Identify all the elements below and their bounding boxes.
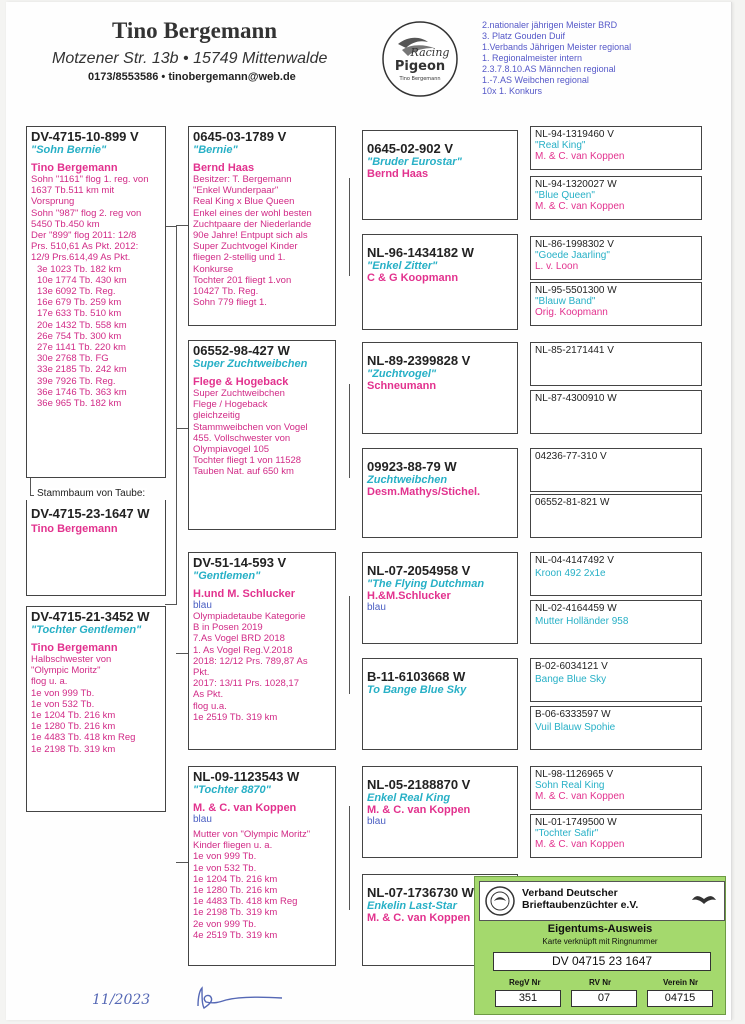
g5-owner: M. & C. van Koppen (535, 151, 625, 162)
card-regv-label: RegV Nr (509, 978, 541, 987)
g5-ring: B-06-6333597 W (535, 709, 611, 720)
g5-ring: NL-98-1126965 V (535, 769, 614, 780)
g5-ring: NL-86-1998302 V (535, 239, 614, 250)
card-title: Eigentums-Ausweis (547, 923, 653, 935)
connector-line (165, 226, 177, 227)
great-grandparent-ring: B-11-6103668 W (367, 669, 466, 684)
g5-owner: M. & C. van Koppen (535, 201, 625, 212)
grandparent-ring: DV-51-14-593 V (193, 555, 287, 570)
grandparent-color: blau (193, 600, 212, 611)
grandparent-nickname: Super Zuchtweibchen (193, 358, 308, 370)
g5-nickname: Kroon 492 2x1e (535, 568, 606, 579)
grandparent-details: Besitzer: T. Bergemann "Enkel Wunderpaar" Real King x Blue Queen Enkel eines der wohl besten Zuchtpaare der Niederlande 90e Jahre! Entpupt sich als Super Zuchtvogel Kinder fliegen 2-stellig und 1. Konkurse Tochter 201 fliegt 1.von 10427 Tb. Reg. Sohn 779 fliegt 1. (193, 174, 312, 309)
g5-owner: M. & C. van Koppen (535, 839, 625, 850)
great-grandparent-ring: NL-96-1434182 W (367, 245, 474, 260)
pedigree-label: Stammbaum von Taube: (37, 488, 146, 499)
great-grandparent-color: blau (367, 816, 386, 827)
g5-box (530, 658, 702, 702)
great-grandparent-nickname: Enkel Real King (367, 792, 451, 804)
great-grandparent-nickname: Enkelin Last-Star (367, 900, 457, 912)
handwritten-date: 11/2023 (92, 992, 151, 1008)
great-grandparent-ring: NL-07-2054958 V (367, 563, 471, 578)
great-grandparent-box (362, 552, 518, 644)
g5-owner: L. v. Loon (535, 261, 579, 272)
logo-text-owner: Tino Bergemann (399, 76, 441, 82)
connector-line (349, 596, 350, 694)
g5-box (530, 448, 702, 492)
achievement-item: 1.-7.AS Weibchen regional (482, 75, 589, 85)
g5-box (530, 126, 702, 170)
g5-box (530, 494, 702, 538)
main-pigeon-ring: DV-4715-23-1647 W (31, 506, 150, 521)
connector-line (30, 478, 31, 496)
g5-box (530, 176, 702, 220)
eagle-icon (690, 890, 718, 910)
grandparent-color: blau (193, 814, 212, 825)
g5-ring: 04236-77-310 V (535, 451, 607, 462)
card-rv-label: RV Nr (589, 978, 612, 987)
great-grandparent-owner: Bernd Haas (367, 168, 429, 180)
great-grandparent-ring: 0645-02-902 V (367, 141, 454, 156)
g5-nickname: "Blue Queen" (535, 190, 595, 201)
great-grandparent-owner: H.&M.Schlucker (367, 590, 451, 602)
g5-nickname: "Blauw Band" (535, 296, 596, 307)
achievements-list (482, 20, 631, 97)
logo-text-pigeon: Pigeon (394, 59, 446, 74)
main-pigeon-box (26, 500, 166, 596)
mother-details: Halbschwester von "Olympic Moritz" flog u. a. 1e von 999 Tb. 1e von 532 Tb. 1e 1204 Tb. 216 km 1e 1280 Tb. 216 km 1e 4483 Tb. 418 km Reg 1e 2198 Tb. 319 km (31, 654, 136, 755)
grandparent-nickname: "Tochter 8870" (193, 784, 271, 796)
g5-owner: Orig. Koopmann (535, 307, 608, 318)
g5-nickname: Vuil Blauw Spohie (535, 722, 616, 733)
great-grandparent-nickname: "Bruder Eurostar" (367, 156, 462, 168)
great-grandparent-owner: Desm.Mathys/Stichel. (367, 486, 481, 498)
achievement-item: 2.nationaler jährigen Meister BRD (482, 20, 618, 30)
great-grandparent-box (362, 342, 518, 434)
g5-box (530, 552, 702, 596)
card-header (479, 881, 725, 921)
g5-ring: NL-87-4300910 W (535, 393, 617, 404)
grandparent-nickname: "Gentlemen" (193, 570, 261, 582)
father-owner: Tino Bergemann (31, 162, 118, 174)
grandparent-nickname: "Bernie" (193, 144, 238, 156)
grandparent-owner: Bernd Haas (193, 162, 255, 174)
great-grandparent-owner: M. & C. van Koppen (367, 804, 471, 816)
great-grandparent-box (362, 658, 518, 750)
g5-ring: NL-85-2171441 V (535, 345, 614, 356)
g5-nickname: "Tochter Safir" (535, 828, 599, 839)
connector-line (176, 225, 188, 226)
logo-text-racing: Racing (410, 46, 450, 59)
connector-line (176, 653, 188, 654)
g5-box (530, 766, 702, 810)
grandparent-box (188, 126, 336, 326)
grandparent-ring: 0645-03-1789 V (193, 129, 287, 144)
g5-box (530, 236, 702, 280)
card-regv-value: 351 (495, 990, 561, 1007)
g5-ring: 06552-81-821 W (535, 497, 610, 508)
g5-ring: NL-04-4147492 V (535, 555, 614, 566)
grandparent-ring: 06552-98-427 W (193, 343, 290, 358)
ownership-card (474, 876, 726, 1015)
great-grandparent-ring: NL-07-1736730 W (367, 885, 474, 900)
great-grandparent-box (362, 448, 518, 538)
mother-owner: Tino Bergemann (31, 642, 118, 654)
grandparent-box (188, 552, 336, 750)
mother-nickname: "Tochter Gentlemen" (31, 624, 142, 636)
breeder-address: Motzener Str. 13b • 15749 Mittenwalde (52, 50, 328, 67)
g5-box (530, 814, 702, 858)
great-grandparent-ring: NL-05-2188870 V (367, 777, 471, 792)
great-grandparent-box (362, 234, 518, 330)
grandparent-owner: Flege & Hogeback (193, 376, 289, 388)
g5-ring: NL-94-1319460 V (535, 129, 614, 140)
father-nickname: "Sohn Bernie" (31, 144, 107, 156)
achievement-item: 1.Verbands Jährigen Meister regional (482, 42, 632, 52)
main-pigeon-owner: Tino Bergemann (31, 523, 118, 535)
connector-line (349, 806, 350, 910)
great-grandparent-box (362, 766, 518, 858)
achievement-item: 2.3.7.8.10.AS Männchen regional (482, 64, 616, 74)
achievement-item: 10x 1. Konkurs (482, 86, 543, 96)
card-verein-value: 04715 (647, 990, 713, 1007)
great-grandparent-color: blau (367, 602, 386, 613)
g5-box (530, 282, 702, 326)
g5-nickname: "Goede Jaarling" (535, 250, 610, 261)
handwritten-signature (190, 984, 290, 1014)
great-grandparent-owner: M. & C. van Koppen (367, 912, 471, 924)
connector-line (30, 495, 34, 496)
g5-ring: NL-01-1749500 W (535, 817, 617, 828)
mother-ring: DV-4715-21-3452 W (31, 609, 150, 624)
breeder-contact: 0173/8553586 • tinobergemann@web.de (88, 71, 296, 83)
grandparent-owner: H.und M. Schlucker (193, 588, 296, 600)
father-details: Sohn "1161" flog 1. reg. von 1637 Tb.511 km mit Vorsprung Sohn "987" flog 2. reg von 5450 Tb.450 km Der "899" flog 2011: 12/8 Prs. 510,61 As Pkt. 2012: 12/9 Prs.614,49 As Pkt. 3e 1023 Tb. 182 km 10e 1774 Tb. 430 km 13e 6092 Tb. Reg. 16e 679 Tb. 259 km 17e 633 Tb. 510 km 20e 1432 Tb. 558 km 26e 754 Tb. 300 km 27e 1141 Tb. 220 km 30e 2768 Tb. FG 33e 2185 Tb. 242 km 39e 7926 Tb. Reg. 36e 1746 Tb. 363 km 36e 965 Tb. 182 km (31, 174, 149, 410)
card-subtitle: Karte verknüpft mit Ringnummer (542, 937, 658, 946)
g5-box (530, 390, 702, 434)
g5-owner: M. & C. van Koppen (535, 791, 625, 802)
grandparent-details: Super Zuchtweibchen Flege / Hogeback gleichzeitig Stammweibchen von Vogel 455. Vollschwester von Olympiavogel 105 Tochter fliegt 1 von 11528 Tauben Nat. auf 650 km (193, 388, 308, 478)
father-box (26, 126, 166, 478)
g5-nickname: "Real King" (535, 140, 586, 151)
grandparent-ring: NL-09-1123543 W (193, 769, 300, 784)
mother-box (26, 606, 166, 812)
racing-pigeon-logo (380, 20, 460, 98)
great-grandparent-owner: C & G Koopmann (367, 272, 459, 284)
g5-ring: NL-94-1320027 W (535, 179, 617, 190)
g5-box (530, 342, 702, 386)
g5-ring: NL-95-5501300 W (535, 285, 617, 296)
great-grandparent-owner: Schneumann (367, 380, 437, 392)
grandparent-box (188, 340, 336, 530)
g5-nickname: Bange Blue Sky (535, 674, 607, 685)
connector-line (349, 178, 350, 276)
connector-line (176, 862, 188, 863)
g5-ring: NL-02-4164459 W (535, 603, 617, 614)
great-grandparent-nickname: "Enkel Zitter" (367, 260, 438, 272)
g5-box (530, 706, 702, 750)
grandparent-owner: M. & C. van Koppen (193, 802, 297, 814)
grandparent-details: Olympiadetaube Kategorie B in Posen 2019 7.As Vogel BRD 2018 1. As Vogel Reg.V.2018 2018: 12/12 Prs. 789,87 As Pkt. 2017: 13/11 Prs. 1028,17 As Pkt. flog u.a. 1e 2519 Tb. 319 km (193, 611, 308, 723)
great-grandparent-nickname: To Bange Blue Sky (367, 684, 467, 696)
vdb-seal-icon (484, 885, 516, 917)
card-rv-value: 07 (571, 990, 637, 1007)
g5-nickname: Sohn Real King (535, 780, 605, 791)
connector-line (176, 226, 177, 604)
g5-box (530, 600, 702, 644)
great-grandparent-ring: NL-89-2399828 V (367, 353, 471, 368)
connector-line (349, 384, 350, 478)
card-verein-label: Verein Nr (663, 978, 699, 987)
card-ring-number: DV 04715 23 1647 (493, 952, 711, 971)
grandparent-details: Mutter von "Olympic Moritz" Kinder fliegen u. a. 1e von 999 Tb. 1e von 532 Tb. 1e 1204 Tb. 216 km 1e 1280 Tb. 216 km 1e 4483 Tb. 418 km Reg 1e 2198 Tb. 319 km 2e von 999 Tb. 4e 2519 Tb. 319 km (193, 829, 311, 941)
g5-ring: B-02-6034121 V (535, 661, 608, 672)
breeder-name: Tino Bergemann (112, 18, 278, 43)
achievement-item: 3. Platz Gouden Duif (482, 31, 566, 41)
g5-nickname: Mutter Holländer 958 (535, 616, 629, 627)
great-grandparent-ring: 09923-88-79 W (367, 459, 457, 474)
connector-line (165, 604, 177, 605)
father-ring: DV-4715-10-899 V (31, 129, 139, 144)
card-organization: Verband Deutscher Brieftaubenzüchter e.V. (522, 887, 639, 911)
great-grandparent-nickname: "The Flying Dutchman (367, 578, 485, 590)
great-grandparent-nickname: "Zuchtvogel" (367, 368, 437, 380)
great-grandparent-box (362, 130, 518, 220)
grandparent-box (188, 766, 336, 966)
connector-line (176, 428, 188, 429)
great-grandparent-nickname: Zuchtweibchen (367, 474, 448, 486)
achievement-item: 1. Regionalmeister intern (482, 53, 583, 63)
